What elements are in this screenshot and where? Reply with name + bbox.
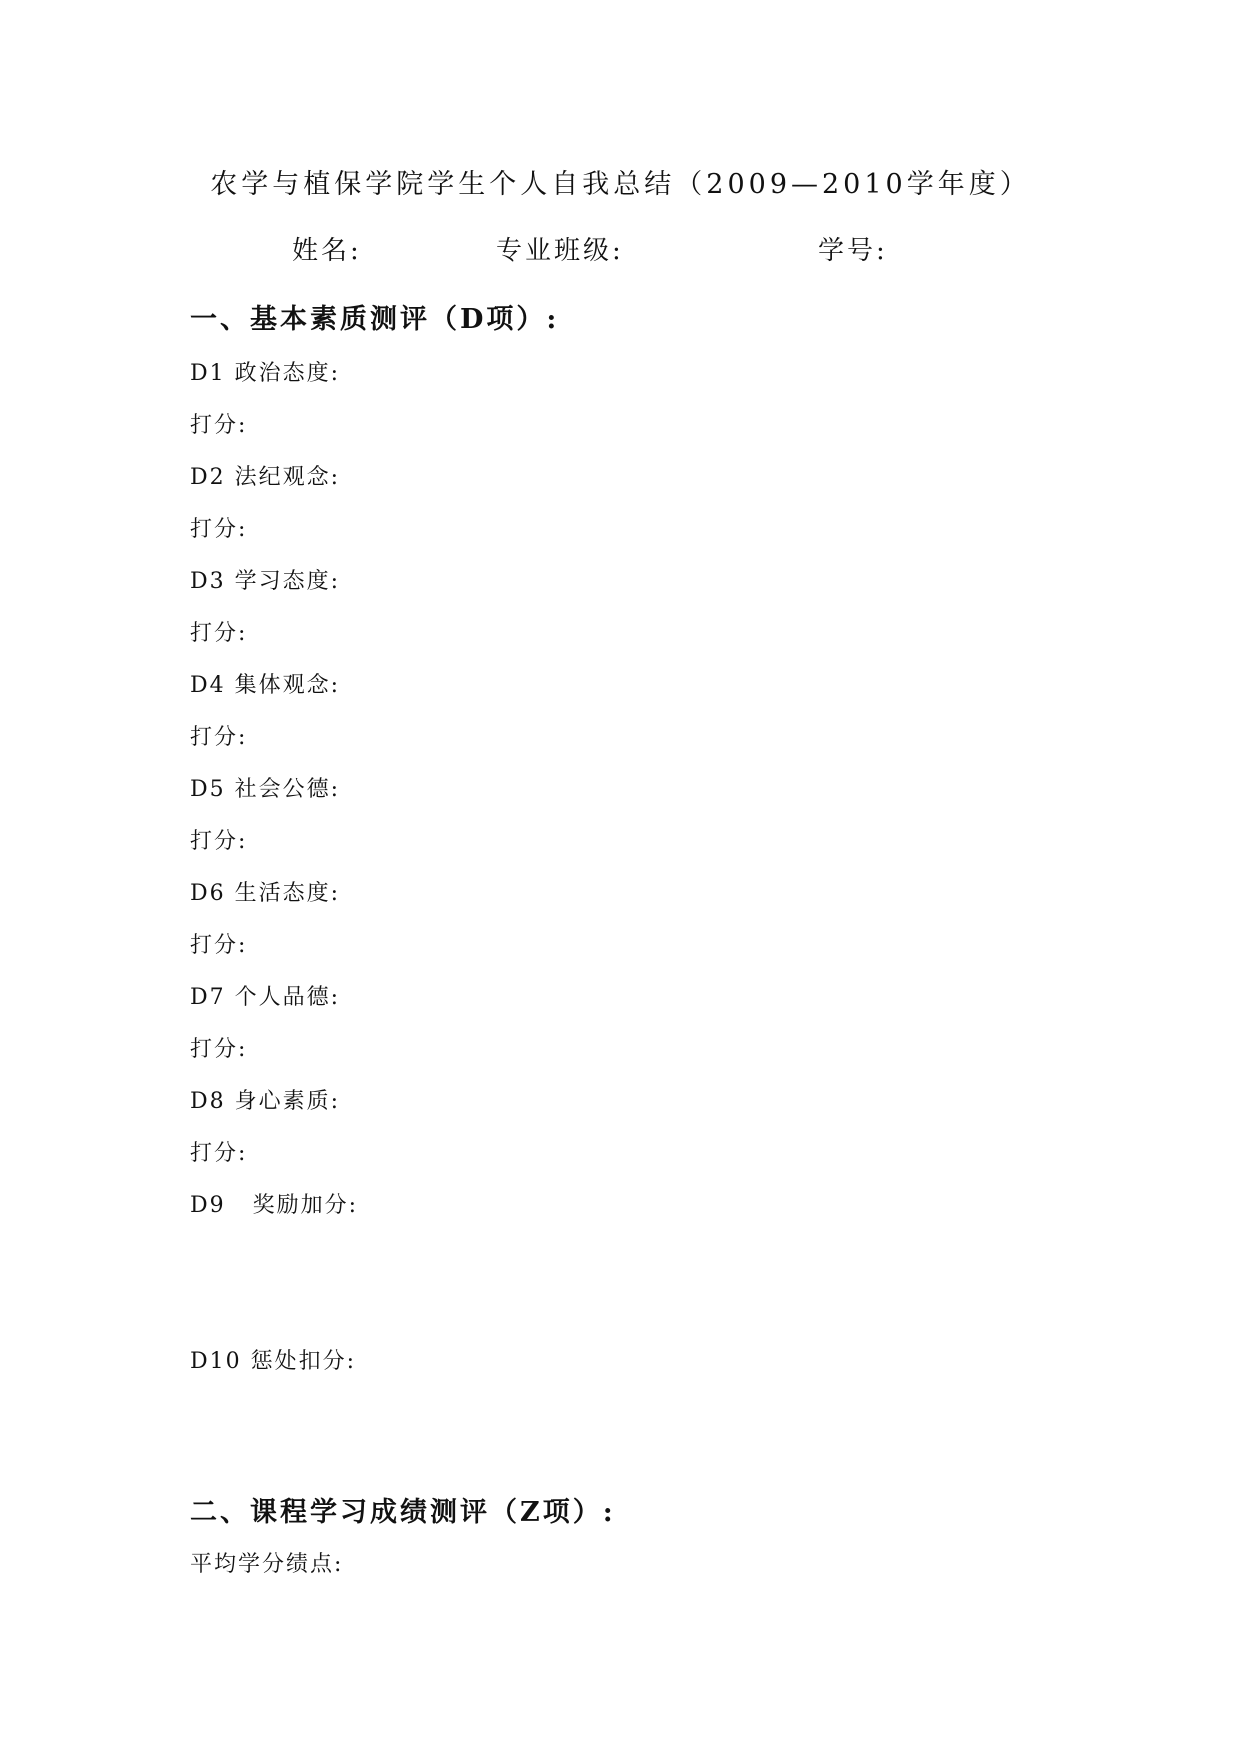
item-d8: D8 身心素质: — [190, 1089, 341, 1114]
score-label: 打分: — [190, 725, 248, 750]
score-label: 打分: — [190, 517, 248, 542]
quality-assessment-list — [190, 348, 1090, 1388]
item-d1: D1 政治态度: — [190, 361, 341, 386]
item-d2: D2 法纪观念: — [190, 465, 341, 490]
gpa-label: 平均学分绩点: — [190, 1552, 344, 1577]
name-label: 姓名: — [292, 236, 362, 266]
score-label: 打分: — [190, 1037, 248, 1062]
class-label: 专业班级: — [496, 236, 624, 266]
item-d10-deduction: D10 惩处扣分: — [190, 1349, 357, 1374]
item-d7: D7 个人品德: — [190, 985, 341, 1010]
student-info-row — [0, 230, 1241, 266]
score-label: 打分: — [190, 829, 248, 854]
section-1-heading: 一、基本素质测评（D项）: — [190, 304, 560, 335]
item-d4: D4 集体观念: — [190, 673, 341, 698]
student-id-label: 学号: — [818, 236, 888, 266]
score-label: 打分: — [190, 933, 248, 958]
item-d9-bonus: D9 奖励加分: — [190, 1193, 359, 1218]
section-2-heading: 二、课程学习成绩测评（Z项）: — [190, 1497, 616, 1528]
document-title: 农学与植保学院学生个人自我总结（2009—2010学年度） — [210, 169, 1031, 200]
score-label: 打分: — [190, 621, 248, 646]
score-label: 打分: — [190, 413, 248, 438]
item-d5: D5 社会公德: — [190, 777, 341, 802]
item-d6: D6 生活态度: — [190, 881, 341, 906]
score-label: 打分: — [190, 1141, 248, 1166]
item-d3: D3 学习态度: — [190, 569, 341, 594]
